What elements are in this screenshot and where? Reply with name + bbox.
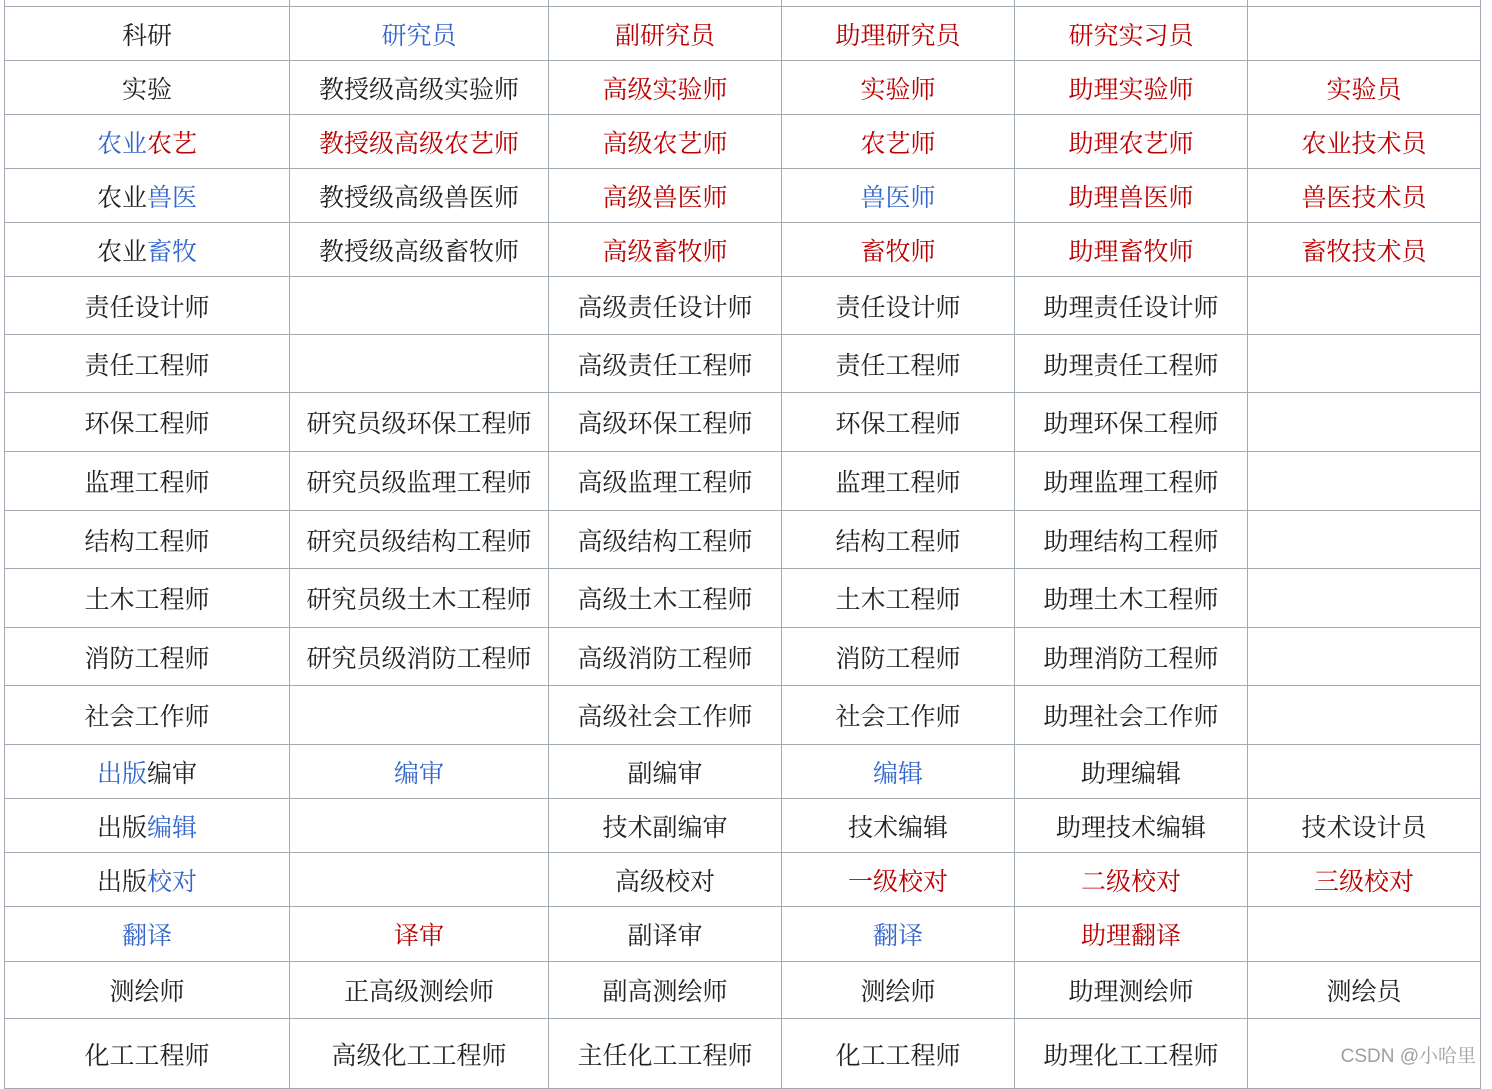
table-cell — [290, 1019, 549, 1089]
table-row — [5, 686, 1481, 745]
cell-text: 监理工程师 — [84, 468, 210, 497]
cell-text: 技术副编审 — [602, 812, 728, 842]
table-cell — [5, 7, 290, 61]
table-cell — [5, 745, 290, 799]
cell-link[interactable]: 翻译 — [121, 921, 172, 950]
cell-text: 教授级高级兽医师 — [318, 182, 519, 212]
cell-text: 助理农艺师 — [1068, 128, 1194, 158]
cell-text: 教授级高级实验师 — [318, 74, 519, 104]
table-cell — [549, 61, 782, 115]
cell-text: 高级化工工程师 — [331, 1040, 507, 1070]
table-cell — [1015, 853, 1248, 907]
table-row — [5, 962, 1481, 1019]
cell-text: 消防工程师 — [84, 643, 210, 673]
table-cell — [290, 853, 549, 907]
cell-text: 副编审 — [627, 758, 703, 788]
table-cell — [1015, 335, 1248, 393]
cell-text: 出版 — [96, 812, 147, 842]
table-cell — [1248, 745, 1481, 799]
table-cell — [549, 223, 782, 277]
table-cell — [290, 7, 549, 61]
cell-text: 实验师 — [860, 74, 936, 104]
table-cell — [290, 799, 549, 853]
cell-text: 高级责任工程师 — [577, 350, 753, 380]
table-cell — [290, 223, 549, 277]
table-row — [5, 61, 1481, 115]
cell-text: 高级结构工程师 — [577, 526, 753, 556]
table-row — [5, 115, 1481, 169]
cell-text: 副研究员 — [614, 20, 715, 50]
cell-text: 结构工程师 — [835, 526, 961, 556]
table-cell — [1015, 277, 1248, 335]
table-cell — [1248, 335, 1481, 393]
table-cell — [1015, 745, 1248, 799]
table-cell — [549, 511, 782, 569]
table-cell — [1015, 115, 1248, 169]
table-row — [5, 907, 1481, 962]
table-cell — [549, 393, 782, 452]
table-row — [5, 745, 1481, 799]
cell-text: 助理编辑 — [1080, 758, 1181, 788]
cell-link[interactable]: 编审 — [393, 758, 444, 788]
table-cell — [5, 799, 290, 853]
table-cell — [290, 569, 549, 628]
table-cell — [549, 745, 782, 799]
table-cell — [549, 853, 782, 907]
table-cell — [782, 511, 1015, 569]
cell-text: 实验员 — [1326, 74, 1402, 104]
cell-text: 农业 — [96, 236, 147, 266]
table-cell — [782, 1019, 1015, 1089]
table-cell — [1248, 277, 1481, 335]
table-cell — [782, 223, 1015, 277]
table-cell — [549, 452, 782, 511]
table-cell — [549, 799, 782, 853]
table-cell — [782, 452, 1015, 511]
table-cell — [290, 511, 549, 569]
table-row — [5, 452, 1481, 511]
table-row — [5, 799, 1481, 853]
table-cell — [1015, 1019, 1248, 1089]
cell-text: 责任工程师 — [84, 350, 210, 380]
cell-text: 结构工程师 — [84, 526, 210, 556]
table-cell — [549, 7, 782, 61]
cell-text: 助理翻译 — [1080, 921, 1181, 950]
table-cell — [1248, 223, 1481, 277]
table-cell — [1015, 223, 1248, 277]
table-cell — [782, 853, 1015, 907]
table-cell — [782, 169, 1015, 223]
table-cell — [5, 169, 290, 223]
cell-text: 高级责任设计师 — [577, 292, 753, 322]
cell-text: 编审 — [147, 758, 198, 788]
table-cell — [1248, 569, 1481, 628]
table-cell — [1015, 452, 1248, 511]
cell-text: 一级校对 — [847, 866, 948, 896]
table-cell — [782, 628, 1015, 686]
cell-text: 科研 — [121, 20, 172, 50]
cell-text: 土木工程师 — [835, 585, 961, 614]
table-cell — [1248, 169, 1481, 223]
cell-text: 农业 — [96, 182, 147, 212]
table-cell — [549, 907, 782, 962]
table-row — [5, 1019, 1481, 1089]
cell-text: 正高级测绘师 — [343, 977, 494, 1006]
cell-text: 教授级高级畜牧师 — [318, 236, 519, 266]
cell-text: 高级消防工程师 — [577, 643, 753, 673]
cell-text: 助理化工工程师 — [1043, 1040, 1219, 1070]
table-cell — [290, 628, 549, 686]
cell-text: 助理责任设计师 — [1043, 292, 1219, 322]
table-cell — [1015, 686, 1248, 745]
cell-text: 助理兽医师 — [1068, 182, 1194, 212]
table-cell — [290, 169, 549, 223]
watermark: CSDN @小哈里 — [1340, 1046, 1476, 1067]
table-cell — [1248, 393, 1481, 452]
table-cell — [290, 393, 549, 452]
cell-text: 环保工程师 — [84, 409, 210, 438]
table-cell — [290, 962, 549, 1019]
cell-text: 研究员级环保工程师 — [306, 409, 532, 438]
table-cell — [1248, 115, 1481, 169]
cell-text: 责任工程师 — [835, 350, 961, 380]
table-cell — [782, 686, 1015, 745]
cell-link[interactable]: 农业 — [96, 128, 147, 158]
cell-text: 土木工程师 — [84, 585, 210, 614]
cell-link[interactable]: 编辑 — [147, 812, 198, 842]
table-row — [5, 393, 1481, 452]
cell-text: 测绘师 — [109, 977, 185, 1006]
cell-text: 高级畜牧师 — [602, 236, 728, 266]
cell-text: 实验 — [121, 74, 172, 104]
cell-link[interactable]: 研究员 — [381, 20, 457, 50]
table-cell — [549, 962, 782, 1019]
table-cell — [549, 169, 782, 223]
table-cell — [1015, 61, 1248, 115]
table-cell — [5, 335, 290, 393]
cell-text: 环保工程师 — [835, 409, 961, 438]
cell-text: 译审 — [393, 921, 444, 950]
cell-text: 责任设计师 — [84, 292, 210, 322]
cell-link[interactable]: 兽医师 — [860, 182, 936, 212]
cell-text: 高级土木工程师 — [577, 585, 753, 614]
cell-text: 教授级高级农艺师 — [318, 128, 519, 158]
table-cell — [782, 907, 1015, 962]
table-cell — [782, 335, 1015, 393]
table-cell — [290, 745, 549, 799]
cell-text: 助理社会工作师 — [1043, 702, 1219, 731]
cell-text: 责任设计师 — [835, 292, 961, 322]
cell-text: 助理研究员 — [835, 20, 961, 50]
table-row — [5, 511, 1481, 569]
cell-text: 助理畜牧师 — [1068, 236, 1194, 266]
cell-text: 测绘师 — [860, 977, 936, 1006]
table-cell — [1015, 628, 1248, 686]
cell-link[interactable]: 出版 — [96, 758, 147, 788]
table-cell — [1248, 799, 1481, 853]
cell-text: 主任化工工程师 — [577, 1040, 753, 1070]
table-row — [5, 853, 1481, 907]
table-cell — [782, 799, 1015, 853]
cell-link[interactable]: 兽医 — [147, 182, 198, 212]
table-cell — [5, 511, 290, 569]
cell-text: 测绘员 — [1326, 977, 1402, 1006]
cell-text: 农艺师 — [860, 128, 936, 158]
table-cell — [1248, 686, 1481, 745]
table-cell — [782, 745, 1015, 799]
cell-text: 技术设计员 — [1301, 812, 1427, 842]
table-cell — [549, 686, 782, 745]
table-cell — [290, 277, 549, 335]
cell-text: 助理技术编辑 — [1055, 812, 1206, 842]
table-cell — [549, 277, 782, 335]
table-cell — [1248, 853, 1481, 907]
table-row — [5, 169, 1481, 223]
table-row — [5, 7, 1481, 61]
cell-text: 助理土木工程师 — [1043, 585, 1219, 614]
cell-text: 兽医技术员 — [1301, 182, 1427, 212]
cell-text: 研究员级监理工程师 — [306, 468, 532, 497]
table-cell — [1015, 569, 1248, 628]
table-cell — [782, 393, 1015, 452]
table-cell — [782, 569, 1015, 628]
table-cell — [5, 569, 290, 628]
table-cell — [1248, 61, 1481, 115]
table-cell — [290, 335, 549, 393]
table-cell — [1015, 962, 1248, 1019]
cell-text: 助理环保工程师 — [1043, 409, 1219, 438]
cell-text: 消防工程师 — [835, 643, 961, 673]
table-cell — [549, 628, 782, 686]
cell-text: 助理测绘师 — [1068, 977, 1194, 1006]
table-cell — [1015, 169, 1248, 223]
table-cell — [549, 115, 782, 169]
cell-text: 高级实验师 — [602, 74, 728, 104]
table-cell — [1015, 799, 1248, 853]
cell-text: 副译审 — [627, 921, 703, 950]
cell-text: 助理结构工程师 — [1043, 526, 1219, 556]
table-cell — [5, 686, 290, 745]
table-cell — [1248, 628, 1481, 686]
cell-text: 助理责任工程师 — [1043, 350, 1219, 380]
table-cell — [5, 962, 290, 1019]
table-cell — [290, 686, 549, 745]
cell-text: 化工工程师 — [835, 1040, 961, 1070]
cell-text: 农业技术员 — [1301, 128, 1427, 158]
table-cell — [5, 115, 290, 169]
table-cell — [1015, 511, 1248, 569]
table-cell — [1248, 962, 1481, 1019]
cell-link[interactable]: 编辑 — [872, 758, 923, 788]
table-row — [5, 628, 1481, 686]
table-cell — [290, 452, 549, 511]
table-cell — [549, 1019, 782, 1089]
cell-text: 三级校对 — [1313, 866, 1414, 896]
table-cell — [1248, 907, 1481, 962]
table-row — [5, 335, 1481, 393]
cell-text: 助理消防工程师 — [1043, 643, 1219, 673]
table-cell — [782, 61, 1015, 115]
table-cell — [5, 628, 290, 686]
cell-text: 农艺 — [147, 128, 198, 158]
cell-text: 畜牧师 — [860, 236, 936, 266]
table-cell — [549, 335, 782, 393]
cell-text: 化工工程师 — [84, 1040, 210, 1070]
cell-text: 研究实习员 — [1068, 20, 1194, 50]
cell-text: 助理实验师 — [1068, 74, 1194, 104]
cell-text: 副高测绘师 — [602, 977, 728, 1006]
table-cell — [290, 115, 549, 169]
table-row — [5, 569, 1481, 628]
table-cell — [1015, 7, 1248, 61]
cell-text: 高级农艺师 — [602, 128, 728, 158]
table-row — [5, 277, 1481, 335]
cell-text: 高级兽医师 — [602, 182, 728, 212]
cell-link[interactable]: 校对 — [147, 866, 198, 896]
table-cell — [782, 962, 1015, 1019]
table-cell — [1015, 907, 1248, 962]
cell-text: 高级校对 — [614, 866, 715, 896]
table-cell — [1248, 7, 1481, 61]
cell-link[interactable]: 畜牧 — [147, 236, 198, 266]
table-cell — [782, 277, 1015, 335]
cell-text: 社会工作师 — [835, 702, 961, 731]
table-cell — [5, 1019, 290, 1089]
table-cell — [5, 393, 290, 452]
title-table-body — [5, 0, 1481, 1089]
cell-text: 畜牧技术员 — [1301, 236, 1427, 266]
cell-text: 监理工程师 — [835, 468, 961, 497]
cell-text: 二级校对 — [1080, 866, 1181, 896]
table-cell — [782, 7, 1015, 61]
table-cell — [5, 853, 290, 907]
table-cell — [1248, 452, 1481, 511]
table-cell — [5, 277, 290, 335]
table-cell — [290, 61, 549, 115]
table-row — [5, 223, 1481, 277]
table-cell — [5, 907, 290, 962]
table-cell — [5, 61, 290, 115]
cell-text: 高级社会工作师 — [577, 702, 753, 731]
table-cell — [5, 223, 290, 277]
title-table — [4, 0, 1481, 1089]
cell-text: 社会工作师 — [84, 702, 210, 731]
cell-text: 研究员级土木工程师 — [306, 585, 532, 614]
cell-text: 研究员级结构工程师 — [306, 526, 532, 556]
cell-text: 出版 — [96, 866, 147, 896]
cell-text: 高级环保工程师 — [577, 409, 753, 438]
table-cell — [1015, 393, 1248, 452]
cell-text: 技术编辑 — [847, 812, 948, 842]
cell-text: 研究员级消防工程师 — [306, 643, 532, 673]
table-cell — [5, 452, 290, 511]
table-cell — [549, 569, 782, 628]
cell-text: 高级监理工程师 — [577, 468, 753, 497]
table-cell — [782, 115, 1015, 169]
table-cell — [1248, 511, 1481, 569]
table-cell — [290, 907, 549, 962]
cell-link[interactable]: 翻译 — [872, 921, 923, 950]
cell-text: 助理监理工程师 — [1043, 468, 1219, 497]
